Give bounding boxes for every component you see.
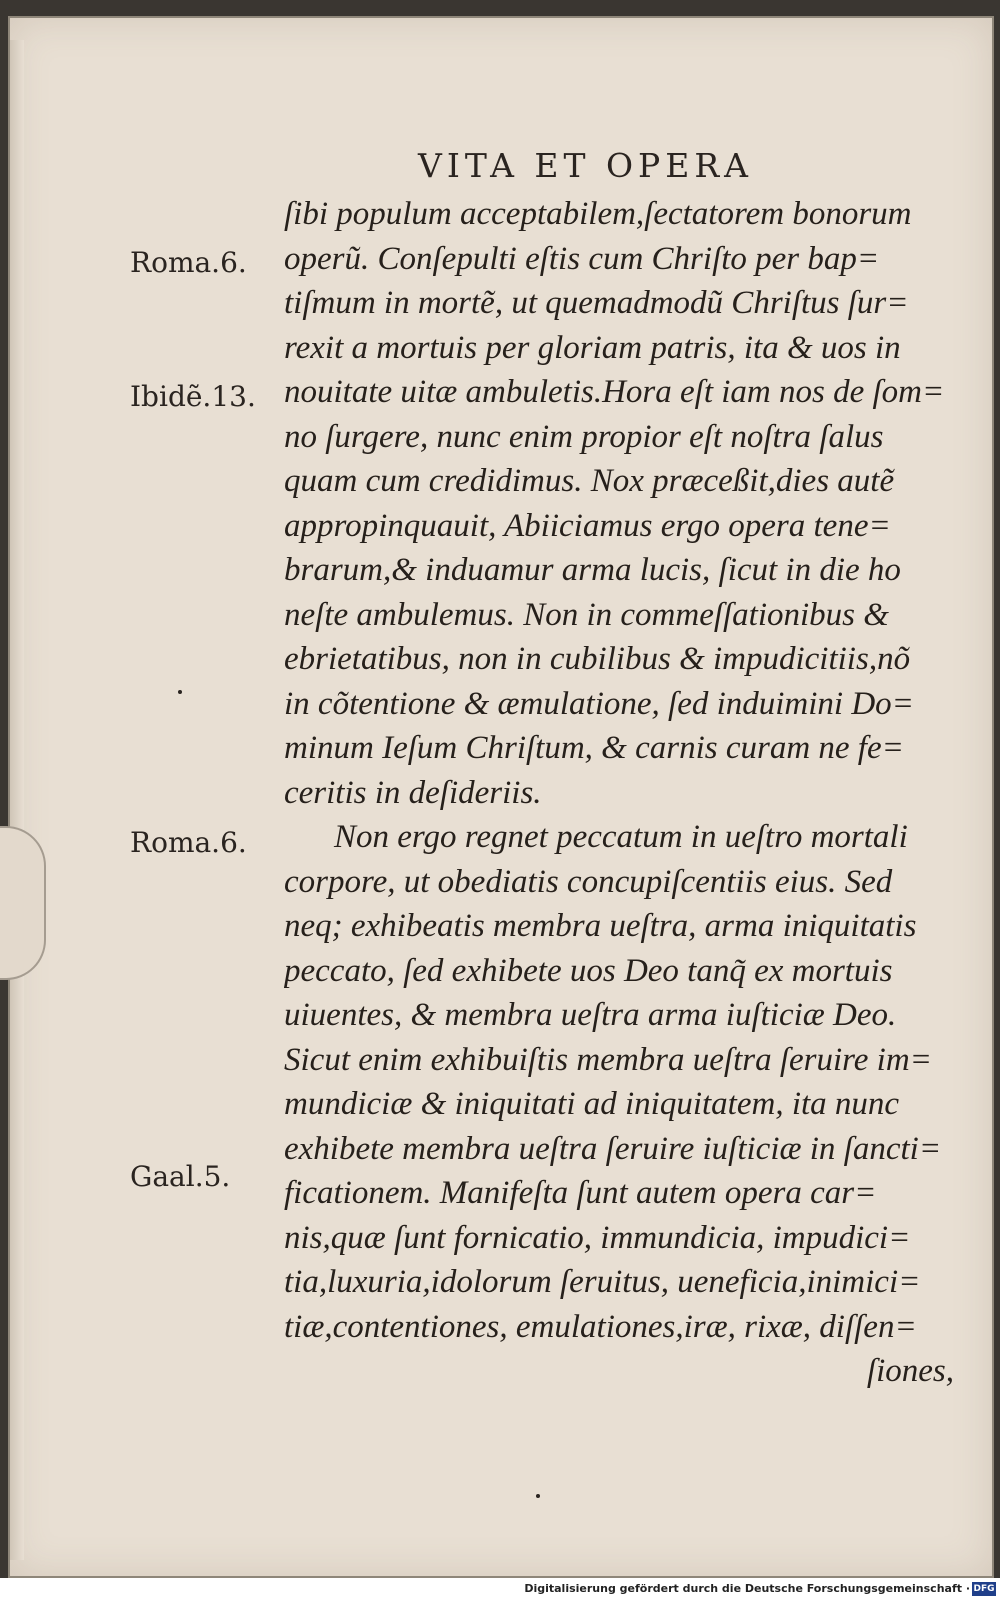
- digitization-credit: Digitalisierung gefördert durch die Deutsche Forschungsgemeinschaft ·: [524, 1582, 970, 1595]
- marginal-note: Roma.6.: [130, 246, 247, 279]
- text-line: Sicut enim exhibuiſtis membra ueſtra ſeruire im=: [284, 1041, 932, 1078]
- text-line: tiæ,contentiones, emulationes,iræ, rixæ, diſſen=: [284, 1308, 917, 1345]
- text-line: peccato, ſed exhibete uos Deo tanq̃ ex mortuis: [284, 952, 893, 989]
- text-line: Non ergo regnet peccatum in ueſtro mortali: [334, 819, 908, 855]
- text-line: exhibete membra ueſtra ſeruire iuſticiæ in ſancti=: [284, 1130, 942, 1167]
- text-line: ebrietatibus, non in cubilibus & impudicitiis,nõ: [284, 641, 911, 677]
- text-line: ficationem. Manifeſta ſunt autem opera car=: [284, 1175, 877, 1211]
- text-line: ſibi populum acceptabilem,ſectatorem bonorum: [284, 196, 912, 232]
- text-line: brarum,& induamur arma lucis, ſicut in die ho: [284, 552, 901, 588]
- marginal-note: Roma.6.: [130, 826, 247, 859]
- text-line-catchword: ſiones,: [866, 1353, 954, 1389]
- page-gutter-shadow: [10, 40, 24, 1560]
- text-line: corpore, ut obediatis concupiſcentiis eius. Sed: [284, 863, 893, 900]
- text-line: quam cum credidimus. Nox præceßit,dies autẽ: [284, 463, 895, 499]
- text-line: appropinquauit, Abiiciamus ergo opera tene=: [284, 507, 891, 544]
- page-clip-tab: [0, 826, 46, 980]
- text-line: rexit a mortuis per gloriam patris, ita & uos in: [284, 329, 901, 366]
- text-line: tia,luxuria,idolorum ſeruitus, ueneficia,inimici=: [284, 1264, 921, 1300]
- text-line: nis,quæ ſunt fornicatio, immundicia, impudici=: [284, 1219, 911, 1256]
- text-line: no ſurgere, nunc enim propior eſt noſtra ſalus: [284, 418, 884, 455]
- ink-speck: [536, 1494, 540, 1498]
- dfg-logo: DFG: [973, 1584, 995, 1594]
- text-line: in cõtentione & æmulatione, ſed induimini Do=: [284, 685, 914, 722]
- text-line: neſte ambulemus. Non in commeſſationibus &: [284, 596, 889, 633]
- text-line: mundiciæ & iniquitati ad iniquitatem, ita nunc: [284, 1086, 900, 1122]
- running-head: VITA ET OPERA: [418, 146, 754, 185]
- text-line: neq; exhibeatis membra ueſtra, arma iniquitatis: [284, 908, 917, 944]
- body-text-block: [284, 192, 964, 1394]
- text-line: operũ. Conſepulti eſtis cum Chriſto per bap=: [284, 240, 880, 277]
- text-line: minum Ieſum Chriſtum, & carnis curam ne fe=: [284, 730, 904, 766]
- ink-speck: [178, 690, 182, 694]
- text-line: ceritis in deſideriis.: [284, 774, 542, 811]
- text-line: tiſmum in mortẽ, ut quemadmodũ Chriſtus ſur=: [284, 285, 909, 321]
- text-line: uiuentes, & membra ueſtra arma iuſticiæ Deo.: [284, 997, 897, 1033]
- text-line: nouitate uitæ ambuletis.Hora eſt iam nos de ſom=: [284, 374, 945, 410]
- marginal-note: Gaal.5.: [130, 1160, 231, 1193]
- marginal-note: Ibidẽ.13.: [130, 380, 256, 413]
